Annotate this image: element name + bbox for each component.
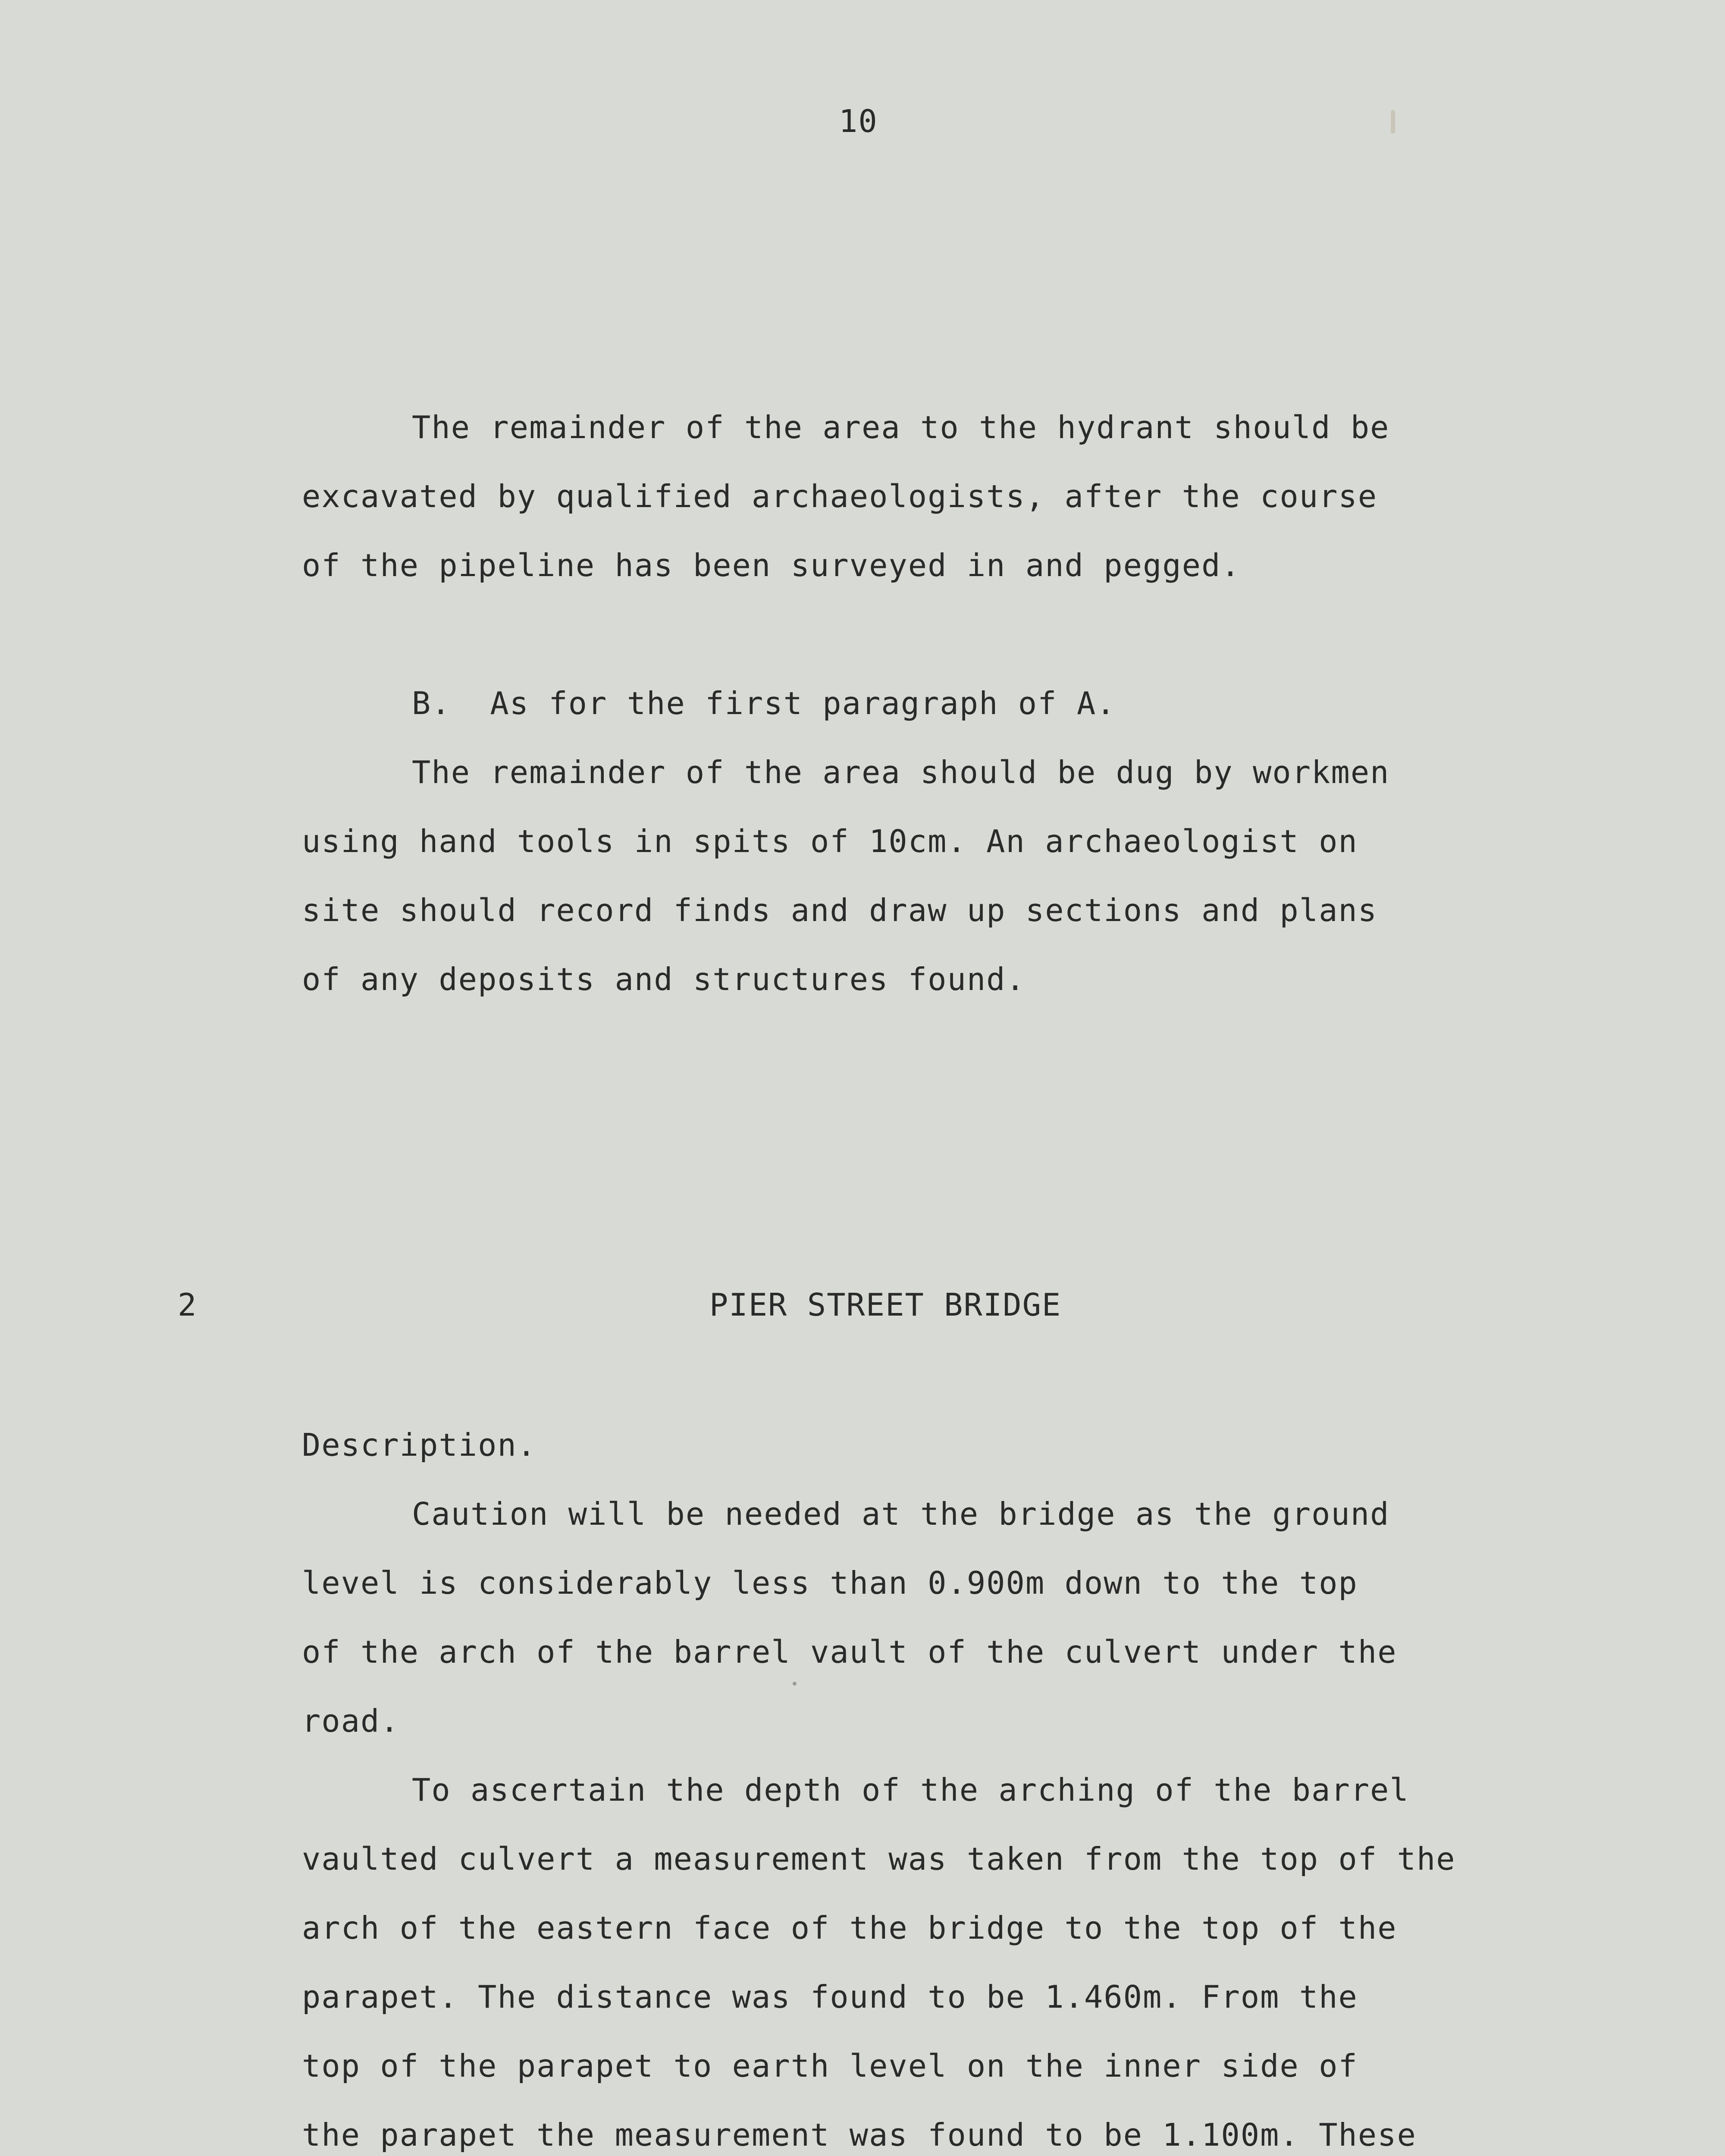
text-line: excavated by qualified archaeologists, after the course (302, 478, 1378, 514)
text-line: level is considerably less than 0.900m down to the top (302, 1565, 1358, 1601)
text-line: vaulted culvert a measurement was taken from the top of the (302, 1841, 1456, 1877)
text-line: The remainder of the area to the hydrant should be (412, 409, 1390, 445)
paper-mark (1391, 110, 1395, 134)
text-line: To ascertain the depth of the arching of the barrel (412, 1772, 1409, 1808)
text-line: road. (302, 1703, 400, 1739)
section-number: 2 (178, 1287, 198, 1323)
paper-speck (793, 1682, 797, 1686)
text-line: site should record finds and draw up sections and plans (302, 892, 1378, 928)
section-heading: PIER STREET BRIDGE (709, 1287, 1062, 1323)
text-line: B. As for the first paragraph of A. (412, 685, 1116, 721)
page-number: 10 (839, 103, 878, 139)
text-line: using hand tools in spits of 10cm. An archaeologist on (302, 823, 1358, 859)
text-line: arch of the eastern face of the bridge to the top of the (302, 1910, 1397, 1946)
text-line: Caution will be needed at the bridge as the ground (412, 1496, 1390, 1532)
text-line: of the pipeline has been surveyed in and pegged. (302, 547, 1241, 583)
subheading: Description. (302, 1427, 537, 1463)
text-line: of the arch of the barrel vault of the culvert under the (302, 1634, 1397, 1670)
text-line: parapet. The distance was found to be 1.460m. From the (302, 1979, 1358, 2015)
text-line: top of the parapet to earth level on the inner side of (302, 2048, 1358, 2084)
text-line: The remainder of the area should be dug by workmen (412, 754, 1390, 790)
text-line: the parapet the measurement was found to be 1.100m. These (302, 2117, 1417, 2153)
text-line: of any deposits and structures found. (302, 961, 1026, 997)
